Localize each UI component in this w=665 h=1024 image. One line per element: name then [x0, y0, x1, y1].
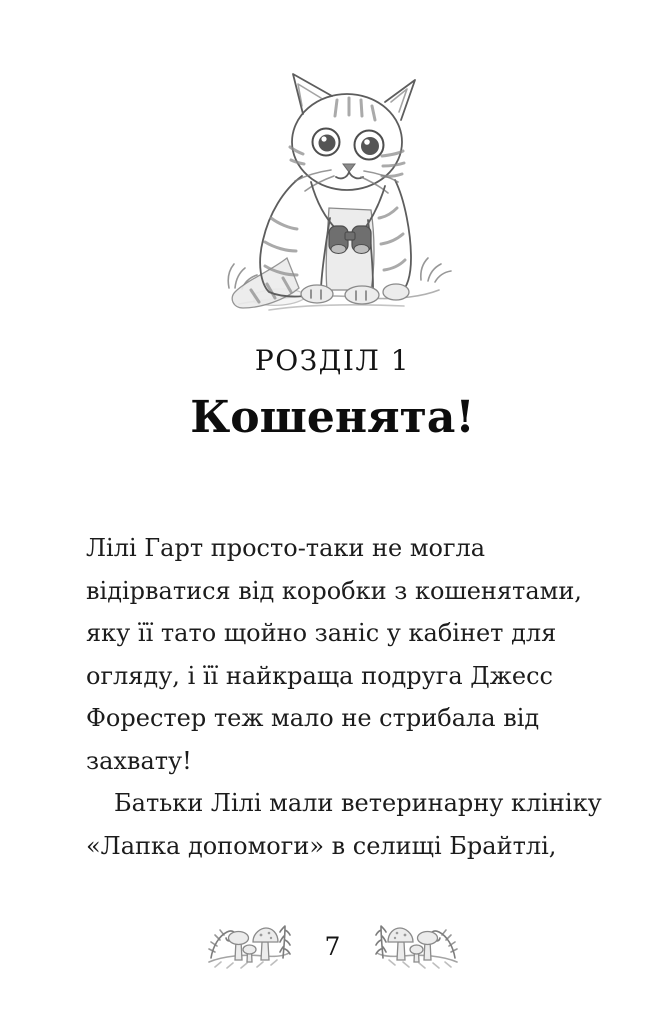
text-line: яку її тато щойно заніс у кабінет для: [86, 619, 557, 647]
body-text: [86, 527, 606, 867]
text-line: відірватися від коробки з кошенятами,: [86, 576, 582, 605]
kitten-with-binoculars-icon: [199, 58, 467, 318]
text-line: Лілі Гарт просто-таки не могла: [86, 534, 486, 562]
mushrooms-ferns-right-icon: [375, 918, 461, 974]
chapter-label: РОЗДІЛ 1: [254, 344, 411, 377]
mushrooms-ferns-left-icon: [205, 918, 291, 974]
text-line: Батьки Лілі мали ветеринарну клініку: [114, 789, 602, 817]
page-footer: [0, 918, 665, 974]
page-number: 7: [324, 931, 341, 961]
text-line: огляду, і її найкраща подруга Джесс: [86, 661, 553, 690]
text-line: «Лапка допомоги» в селищі Брайтлі,: [86, 831, 557, 860]
text-line: захвату!: [86, 746, 192, 775]
chapter-title: Кошенята!: [190, 392, 475, 443]
text-line: Форестер теж мало не стрибала від: [86, 704, 540, 732]
